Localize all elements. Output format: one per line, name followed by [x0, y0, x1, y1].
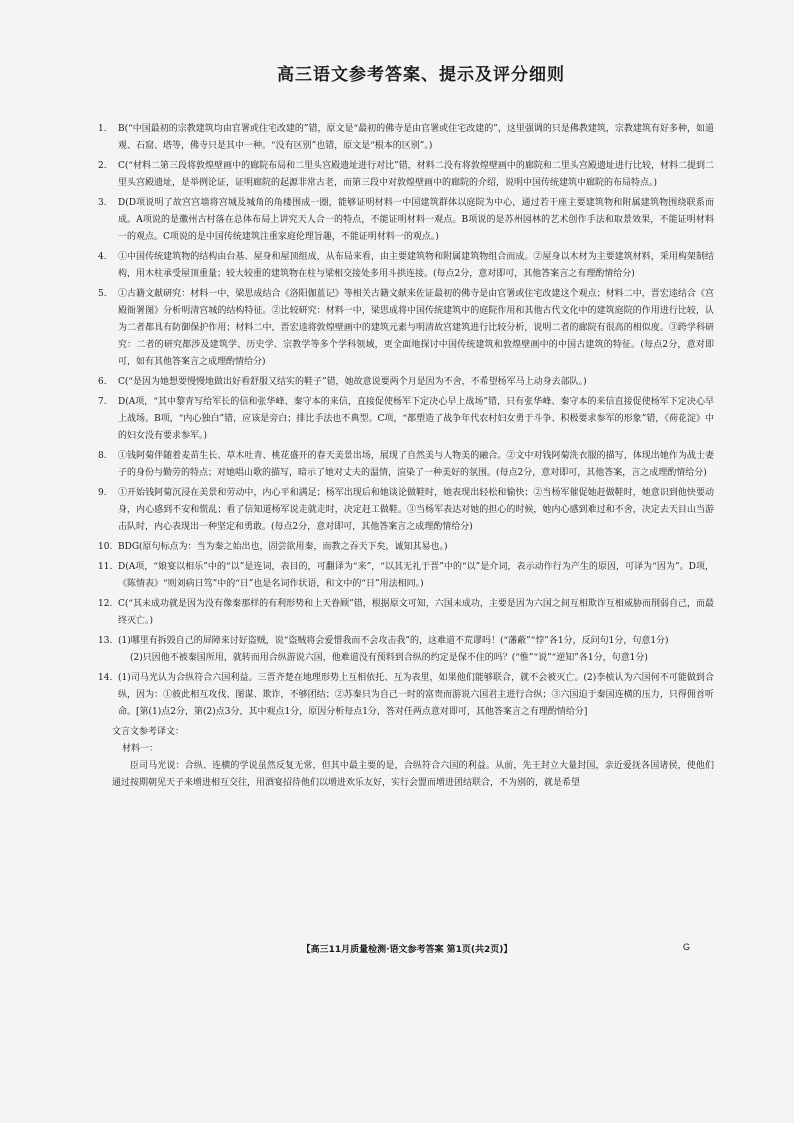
answer-list	[98, 121, 714, 721]
translation-heading: 文言文参考译文：	[112, 727, 185, 737]
answer-number: 12.	[98, 599, 113, 609]
answer-number: 2.	[98, 161, 107, 171]
answer-text: ①中国传统建筑物的结构由台基、屋身和屋顶组成，从布局来看，由主要建筑物和附属建筑物组合而成。②屋身以木材为主要建筑材料，采用构架制结构，用木柱承受屋顶重量；较大较重的建筑物在柱与梁相交接处多用斗拱连接。(每点2分，意对即可，其他答案言之有理酌情给分)	[118, 252, 714, 279]
answer-text: D(A项，“其中黎青写给军长的信和张华峰、秦守本的来信，直接促使杨军下定决心早上战场”错，只有张华峰、秦守本的来信直接促使杨军下定决心早上战场。B项，“内心独白”错，应该是旁白；排比手法也不典型。C项，“都塑造了战争年代农村妇女勇于斗争、积极要求参军的形象”错，《荷花淀》中的妇女没有要求参军。)	[118, 397, 714, 441]
answer-item	[98, 485, 714, 536]
version-mark: G	[682, 942, 690, 952]
answer-number: 6.	[98, 377, 107, 387]
answer-number: 13.	[98, 636, 113, 646]
answer-text: (2)只因他不被秦国所用，就转而用合纵游说六国，他难道没有预料到合纵的约定是保不住的吗？(“惟”“说”“逆知”各1分，句意1分)	[130, 653, 648, 663]
answer-text: BDG(原句标点为：当为秦之始出也，固尝欲用秦，而教之吞天下矣，诚知其易也。)	[118, 542, 448, 552]
answer-number: 7.	[98, 397, 107, 407]
answer-text: C(“材料二第三段将敦煌壁画中的廊院布局和二里头宫殿遗址进行对比”错，材料二没有将敦煌壁画中的廊院和二里头宫殿遗址进行比较，材料二提到二里头宫殿遗址，是举例论证，证明廊院的起源非常古老，而第三段中对敦煌壁画中的廊院的介绍，说明中国传统建筑中廊院的布局特点。)	[118, 161, 714, 188]
answer-item	[98, 670, 714, 721]
footer-text: 【高三11月质量检测·语文参考答案 第1页(共2页)】	[301, 945, 513, 955]
answer-item	[98, 374, 714, 391]
answer-item	[98, 195, 714, 246]
answer-text: D(D项说明了故宫宫墙将宫城及城角的角楼围成一圈，能够证明材料一中国建筑群体以庭院为中心，通过若干座主要建筑物和附属建筑物围绕联系而成。A项说的是徽州古村落在总体布局上讲究天人合一的特点，不能证明材料一观点。B项说的是苏州园林的艺术创作手法和取景效果，不能证明材料一的观点。C项说的是中国传统建筑注重家庭伦理旨趣，不能证明材料一的观点。)	[118, 198, 714, 242]
answer-item	[98, 559, 714, 593]
translation-text: 臣司马光说：合纵、连横的学说虽然反复无常，但其中最主要的是，合纵符合六国的利益。从前，先王封立大量封国，亲近爱抚各国诸侯，使他们通过按期朝见天子来增进相互交往，用酒宴招待他们以增进欢乐友好，实行会盟而增进团结联合，不为别的，就是希望	[112, 761, 714, 788]
answer-text: (1)哪里有拆毁自己的屏障来讨好盗贼，说“盗贼将会爱惜我而不会攻击我”的，这难道不荒谬吗！(“藩蔽”“悖”各1分，反问句1分，句意1分)	[118, 636, 669, 646]
answer-number: 9.	[98, 488, 107, 498]
answer-number: 11.	[98, 562, 113, 572]
answer-number: 5.	[98, 289, 107, 299]
answer-item	[98, 158, 714, 192]
answer-number: 1.	[98, 124, 107, 134]
answer-text: C(“其未成功就是因为没有像秦那样的有利形势和上天眷顾”错，根据原文可知，六国未成功，主要是因为六国之间互相欺诈互相威胁而削弱自己，而最终灭亡。)	[118, 599, 714, 626]
answer-text: ①钱阿菊伴随着麦苗生长、草木吐青、桃花盛开的春天美景出场，展现了自然美与人物美的融合。②文中对钱阿菊洗衣服的描写，体现出她作为战士妻子的身份与勤劳的特点；对她唱山歌的描写，暗示了她对丈夫的温情，渲染了一种美好的氛围。(每点2分，意对即可，其他答案，言之成理酌情给分)	[118, 451, 714, 478]
answer-item	[98, 121, 714, 155]
answer-number: 8.	[98, 451, 107, 461]
answer-item	[98, 596, 714, 630]
answer-item	[98, 249, 714, 283]
answer-number: 4.	[98, 252, 107, 262]
answer-text: C(“是因为她想要慢慢地做出好看舒服又结实的鞋子”错，她故意说要两个月是因为不舍，不希望杨军马上动身去部队。)	[118, 377, 587, 387]
page-title: 高三语文参考答案、提示及评分细则	[277, 65, 565, 85]
answer-text: (1)司马光认为合纵符合六国利益。三晋齐楚在地理形势上互相依托、互为表里，如果他们能够联合，就不会被灭亡。(2)李桢认为六国何不可能做到合纵，因为：①彼此相互攻伐、图谋、欺诈，不够团结；②苏秦只为自己一时的富贵而游说六国君主进行合纵；③六国迫于秦国连横的压力，只得佣首听命。[第(1)点2分，第(2)点3分，其中观点1分，原因分析每点1分，答对任两点意对即可，其他答案言之有理酌情给分]	[118, 673, 714, 717]
answer-number: 14.	[98, 673, 113, 683]
answer-number: 3.	[98, 198, 107, 208]
answer-text: D(A项，“娘宴以相乐”中的“以”是连词，表目的，可翻译为“来”，“以其无礼于晋”中的“以”是介词，表示动作行为产生的原因，可译为“因为”。D项，《陈情表》“则刘病日笃”中的“日”也是名词作状语，和文中的“日”用法相同。)	[118, 562, 714, 589]
answer-item	[98, 633, 714, 667]
answer-item	[98, 286, 714, 371]
page-footer	[0, 942, 794, 955]
answer-text: B(“中国最初的宗教建筑均由官署或住宅改建的”错，原文是“最初的佛寺是由官署或住宅改建的”，这里强调的只是佛教建筑，宗教建筑有好多种，如道观、石窟、塔等，佛寺只是其中一种。“没有区别”也错，原文是“根本的区别”。)	[118, 124, 714, 151]
answer-item	[98, 448, 714, 482]
answer-item	[98, 539, 714, 556]
answer-text: ①开始钱阿菊沉浸在美景和劳动中，内心平和满足；杨军出现后和她谈论做鞋时，她表现出轻松和愉快；②当杨军催促她赶做鞋时，她意识到他快要动身，内心感到不安和慌乱；看了信知道杨军说走就走时，决定赶工做鞋。③当杨军表达对她的担心的时候，她内心感到难过和不舍，决定去天目山当游击队时，内心表现出一种坚定和勇敢。(每点2分，意对即可，其他答案言之成理酌情给分)	[118, 488, 714, 532]
answer-item	[98, 394, 714, 445]
material-heading: 材料一：	[122, 744, 159, 754]
answer-number: 10.	[98, 542, 113, 552]
answer-text: ①古籍文献研究：材料一中，梁思成结合《洛阳伽蓝记》等相关古籍文献来佐证最初的佛寺是由官署或住宅改建这个观点；材料二中，晋宏逵结合《宫殿衙署图》分析明清宫城的结构特征。②比较研究：材料一中，梁思成将中国传统建筑中的庭院作用和其他古代文化中的建筑庭院的作用进行比较，认为二者都具有防御保护作用；材料二中，晋宏逵将敦煌壁画中的建筑元素与明清故宫建筑进行比较分析，说明二者的廊院有很高的相似度。③跨学科研究：二者的研究都涉及建筑学、历史学、宗教学等多个学科领域，更全面地探讨中国传统建筑和敦煌壁画中的中国古建筑的特征。(每点2分，意对即可，如有其他答案言之成理酌情给分)	[118, 289, 714, 367]
